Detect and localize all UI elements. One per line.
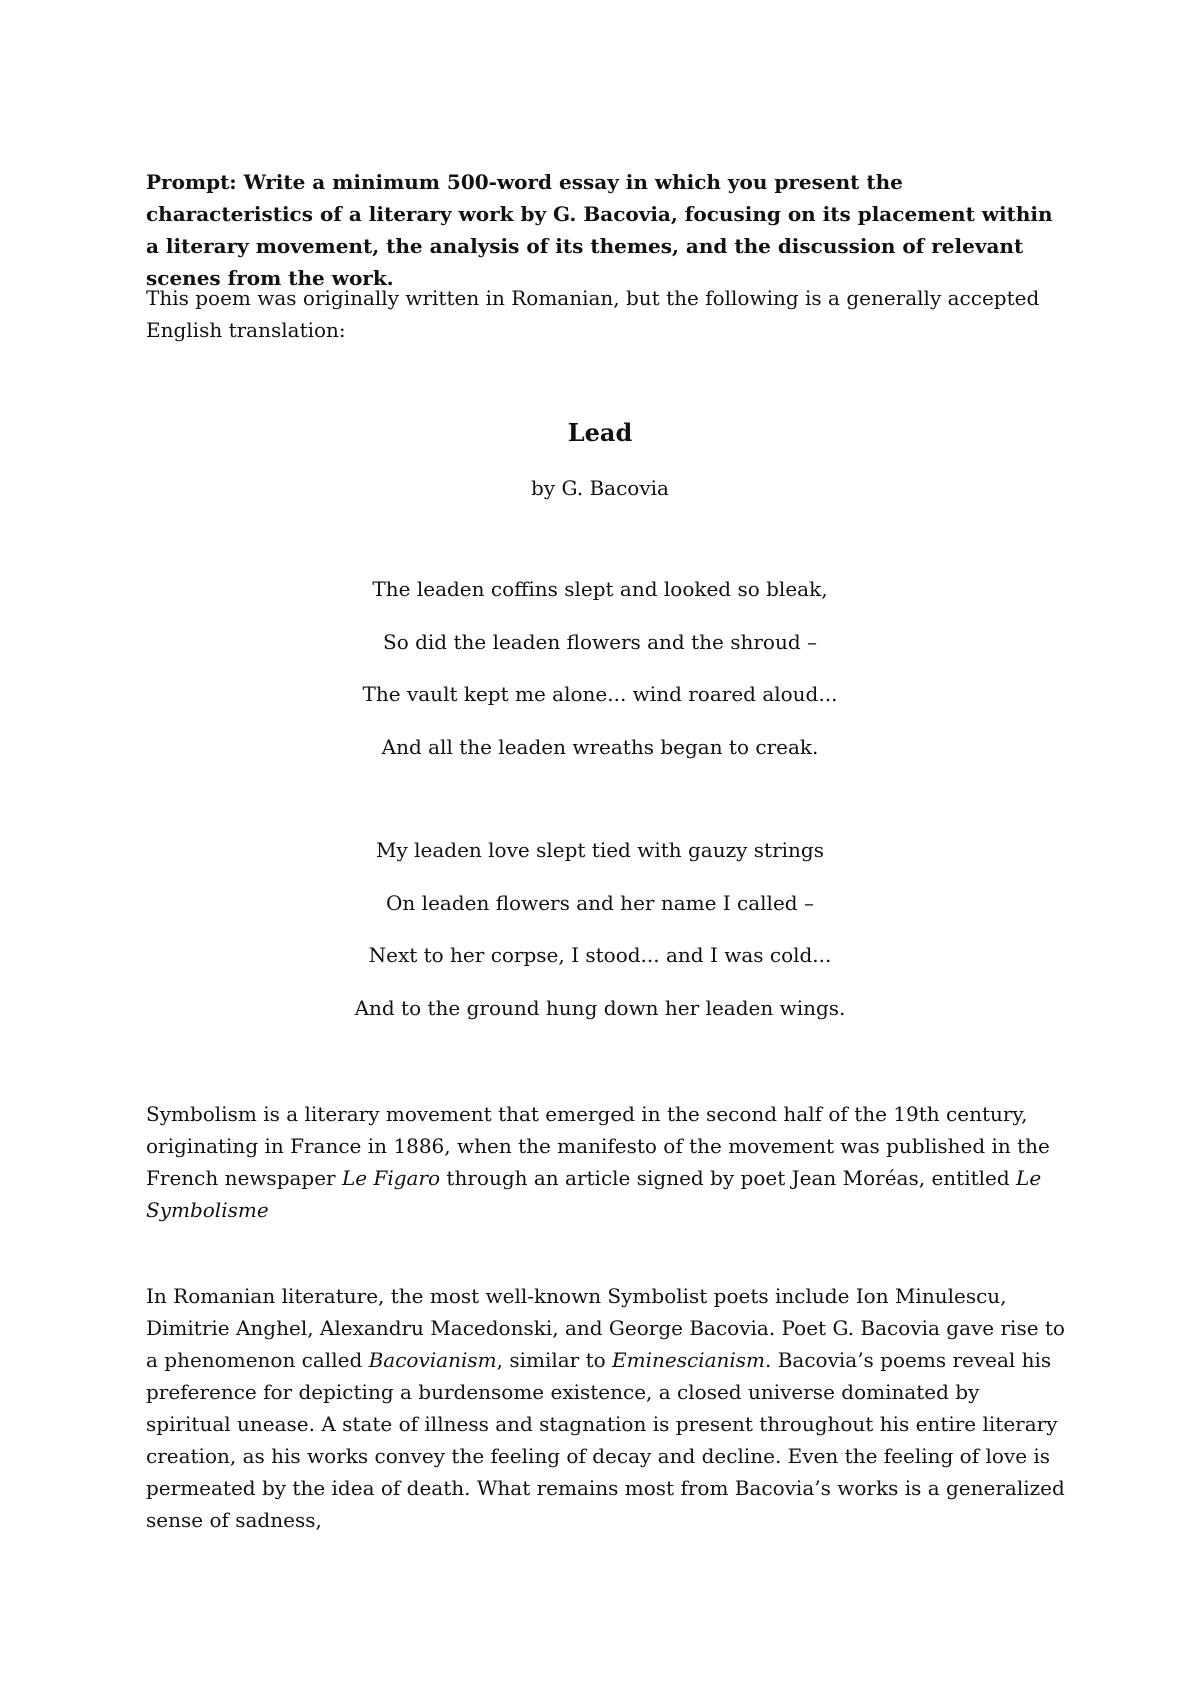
poem-line: On leaden flowers and her name I called – bbox=[386, 890, 814, 915]
article-title: Le Symbolisme bbox=[146, 1166, 1042, 1222]
poem-stanza-1 bbox=[0, 575, 1200, 785]
poem-line: The vault kept me alone... wind roared aloud... bbox=[362, 682, 838, 706]
bacovia-paragraph bbox=[146, 1280, 1066, 1536]
paragraph-text: In Romanian literature, the most well-known Symbolist poets include Ion Minulescu, Dimitrie Anghel, Alexandru Macedonski, and George Bacovia. Poet G. Bacovia gave rise to a phenomenon called bbox=[146, 1284, 1065, 1372]
poem-line: And all the leaden wreaths began to creak. bbox=[381, 734, 819, 759]
symbolism-paragraph bbox=[146, 1098, 1066, 1226]
paragraph-text: through an article signed by poet Jean Moréas, entitled bbox=[440, 1166, 1017, 1190]
poem-line: Next to her corpse, I stood... and I was cold... bbox=[368, 943, 832, 967]
poem-line: My leaden love slept tied with gauzy strings bbox=[375, 838, 825, 862]
term-bacovianism: Bacovianism bbox=[368, 1348, 497, 1372]
paragraph-text: , similar to bbox=[496, 1348, 613, 1372]
poem-stanza-2 bbox=[0, 836, 1200, 1046]
essay-prompt: Prompt: Write a minimum 500-word essay in which you present the characteristics of a literary work by G. Bacovia, focusing on its placement within a literary movement, the analysis of its themes, and the discussion of relevant scenes from the work. bbox=[146, 170, 1053, 290]
term-eminescianism: Eminescianism bbox=[612, 1348, 765, 1372]
poem-line: So did the leaden flowers and the shroud – bbox=[383, 629, 817, 654]
poem-line: The leaden coffins slept and looked so bleak, bbox=[372, 577, 828, 601]
poem-line: And to the ground hung down her leaden wings. bbox=[354, 995, 846, 1020]
poem-title: Lead bbox=[567, 418, 633, 447]
paragraph-text: Symbolism is a literary movement that emerged in the second half of the 19th century, originating in France in 1886, when the manifesto of the movement was published in the French newspaper bbox=[146, 1102, 1050, 1190]
newspaper-title: Le Figaro bbox=[341, 1166, 441, 1190]
poem-author: by G. Bacovia bbox=[531, 476, 669, 500]
paragraph-text: . Bacovia’s poems reveal his preference for depicting a burdensome existence, a closed universe dominated by spiritual unease. A state of illness and stagnation is present throughout his entire literary creation, as his works convey the feeling of decay and decline. Even the feeling of love is permeated by the idea of death. What remains most from Bacovia’s works is a generalized sense of sadness, bbox=[146, 1348, 1065, 1532]
translation-intro: This poem was originally written in Romanian, but the following is a generally accepted English translation: bbox=[146, 286, 1040, 342]
